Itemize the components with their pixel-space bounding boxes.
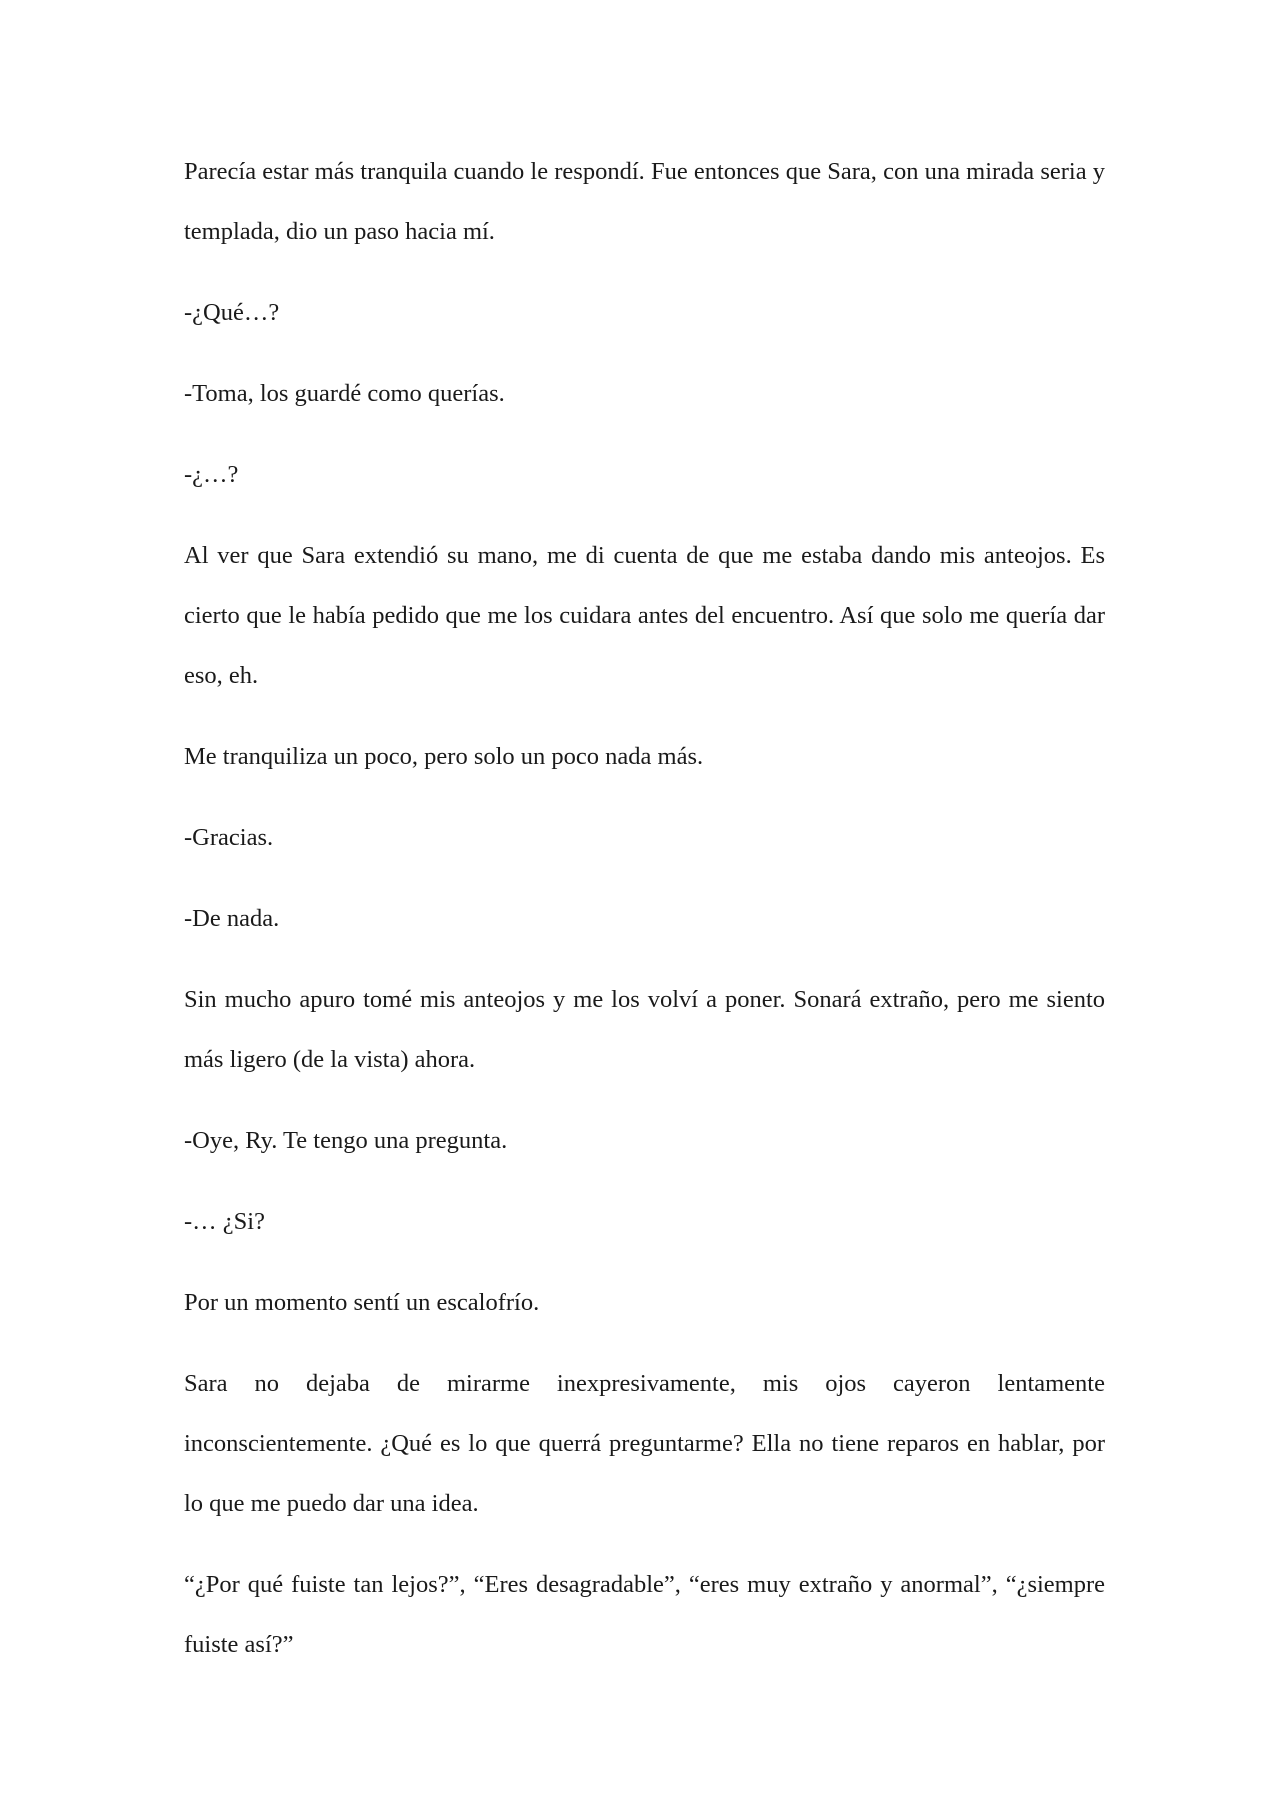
- dialogue-line-5: -De nada.: [184, 905, 280, 932]
- paragraph-7: “¿Por qué fuiste tan lejos?”, “Eres desagradable”, “eres muy extraño y anormal”, “¿siempre fuiste así?”: [184, 1571, 1105, 1658]
- dialogue-line-2: -Toma, los guardé como querías.: [184, 380, 505, 407]
- paragraph-1: Parecía estar más tranquila cuando le respondí. Fue entonces que Sara, con una mirada seria y templada, dio un paso hacia mí.: [184, 158, 1105, 245]
- paragraph-6: Sara no dejaba de mirarme inexpresivamente, mis ojos cayeron lentamente inconscientemente. ¿Qué es lo que querrá preguntarme? Ella no tiene reparos en hablar, por lo que me puedo dar una idea.: [184, 1370, 1105, 1517]
- dialogue-line-6: -Oye, Ry. Te tengo una pregunta.: [184, 1127, 508, 1154]
- dialogue-line-1: -¿Qué…?: [184, 299, 280, 326]
- paragraph-4: Sin mucho apuro tomé mis anteojos y me los volví a poner. Sonará extraño, pero me siento más ligero (de la vista) ahora.: [184, 986, 1105, 1073]
- dialogue-line-7: -… ¿Si?: [184, 1208, 265, 1235]
- document-body: [184, 142, 1105, 1696]
- paragraph-3: Me tranquiliza un poco, pero solo un poco nada más.: [184, 743, 704, 770]
- paragraph-2: Al ver que Sara extendió su mano, me di cuenta de que me estaba dando mis anteojos. Es cierto que le había pedido que me los cuidara antes del encuentro. Así que solo me quería dar eso, eh.: [184, 542, 1105, 689]
- dialogue-line-4: -Gracias.: [184, 824, 274, 851]
- paragraph-5: Por un momento sentí un escalofrío.: [184, 1289, 540, 1316]
- dialogue-line-3: -¿…?: [184, 461, 239, 488]
